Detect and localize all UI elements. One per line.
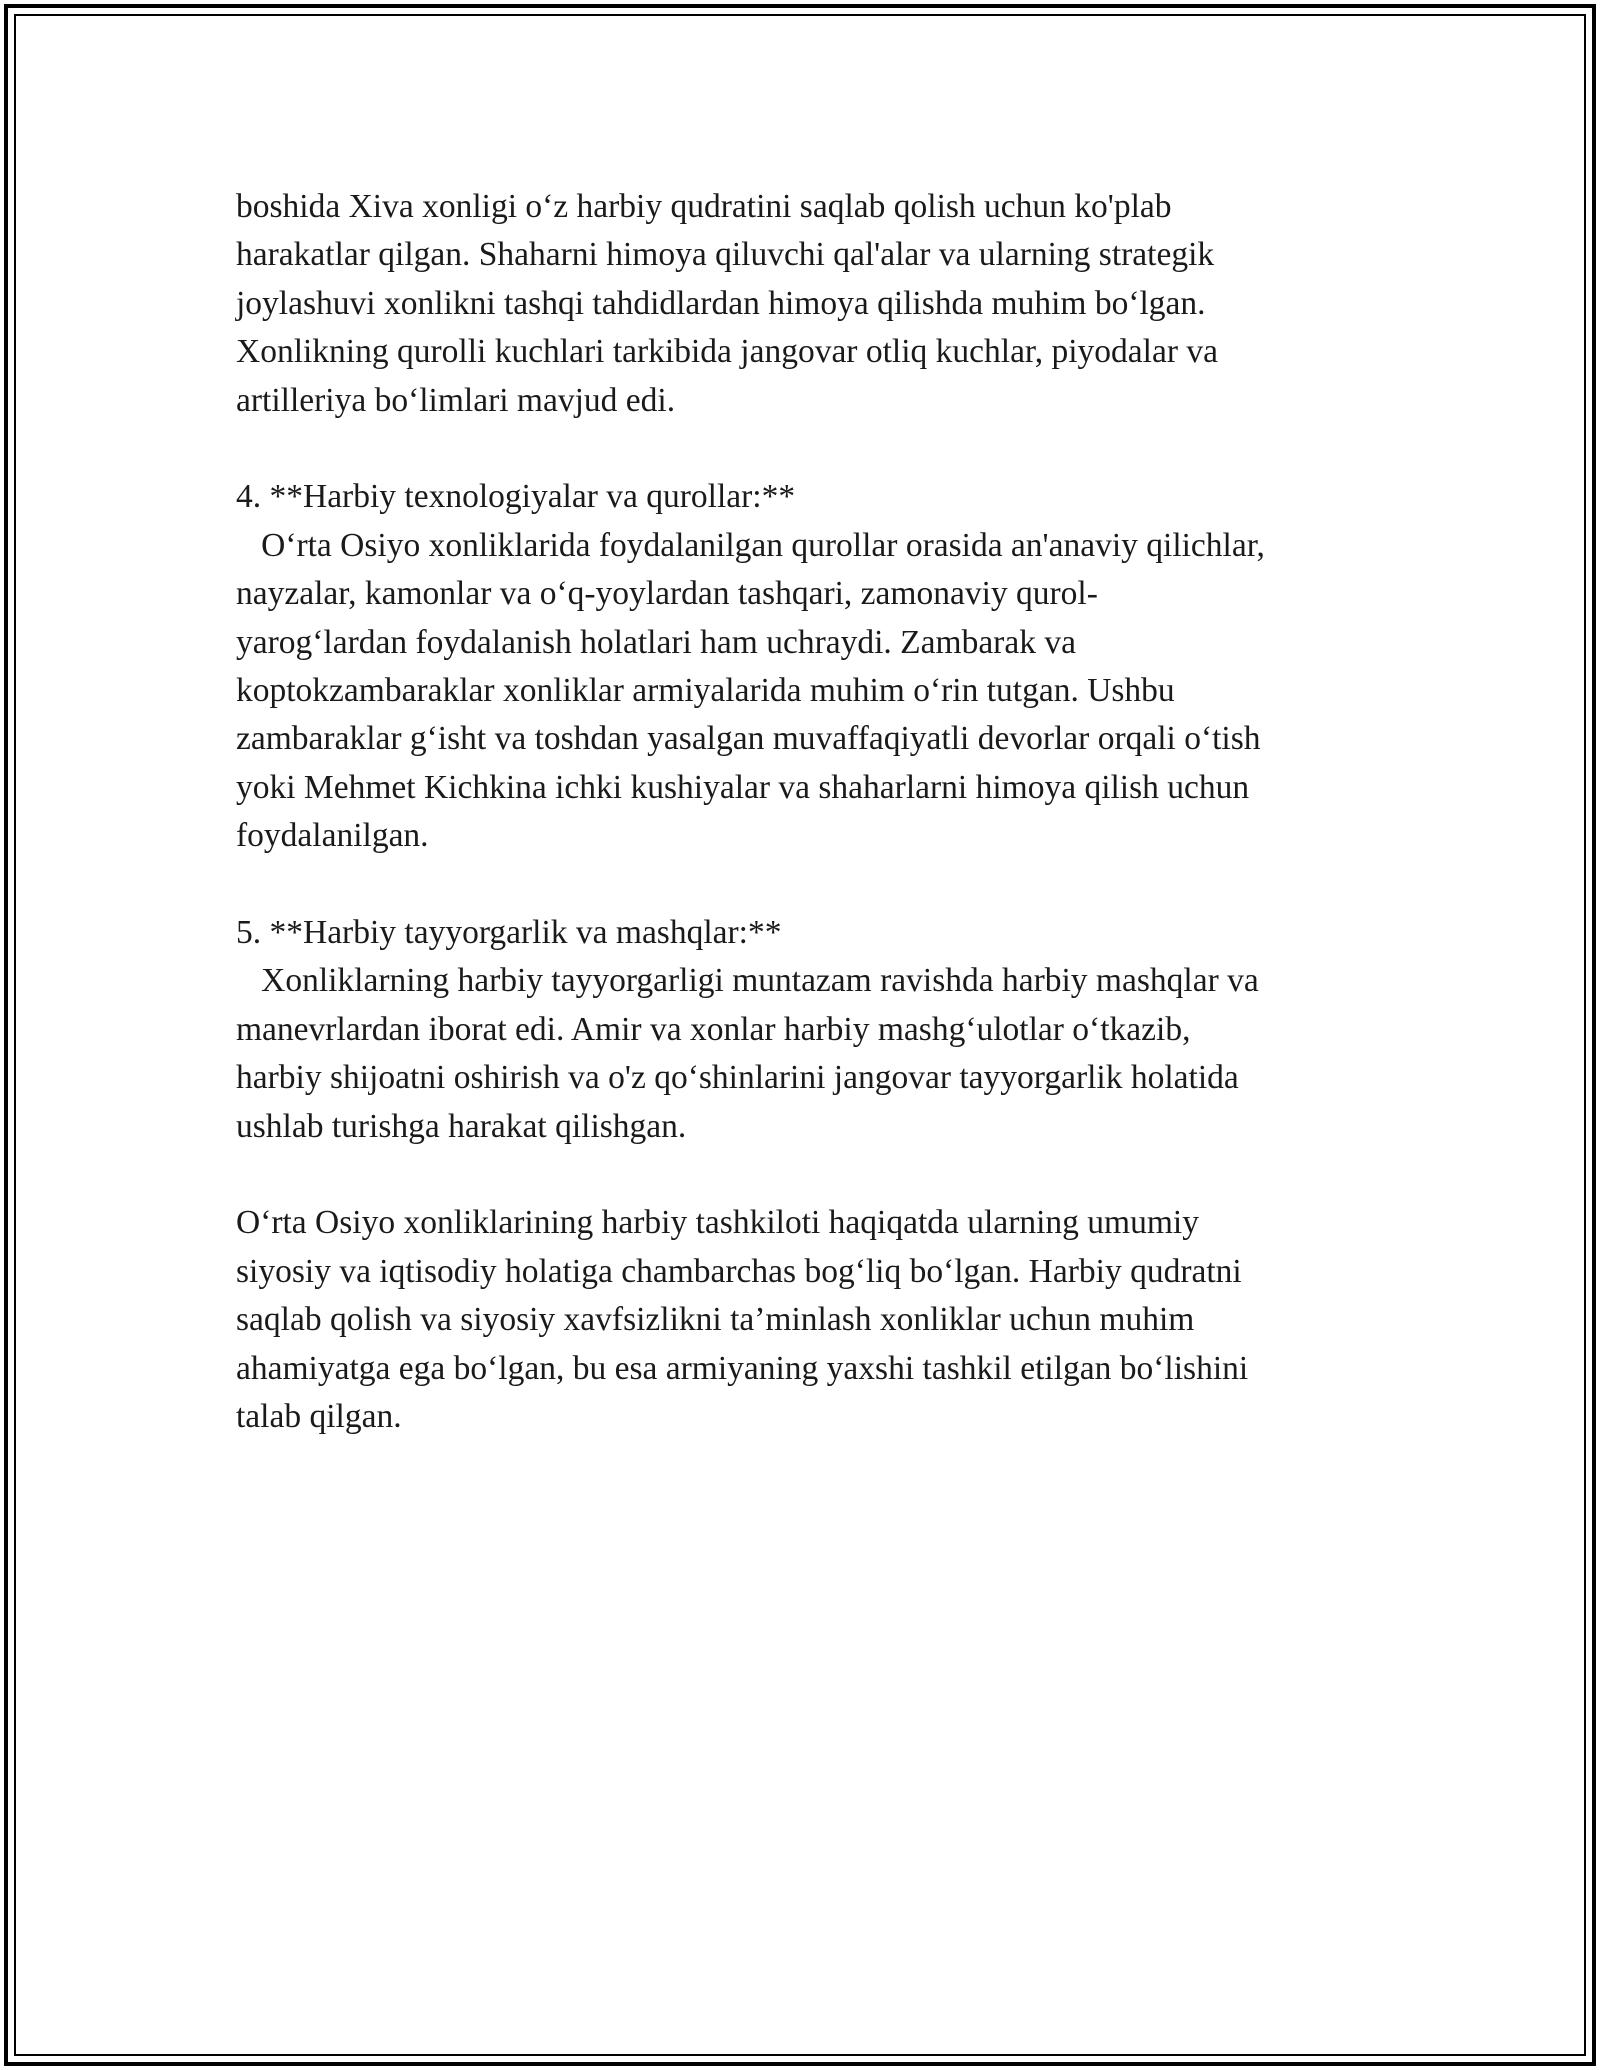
text-line: boshida Xiva xonligi o‘z harbiy qudratini saqlab qolish uchun ko'plab <box>236 188 1172 225</box>
paragraph-conclusion <box>236 1199 1386 1441</box>
text-line: artilleriya bo‘limlari mavjud edi. <box>236 381 676 419</box>
text-line: ushlab turishga harakat qilishgan. <box>236 1107 687 1145</box>
document-body <box>236 183 1386 1442</box>
text-line: O‘rta Osiyo xonliklarining harbiy tashkiloti haqiqatda ularning umumiy <box>236 1204 1199 1242</box>
section-heading: 5. **Harbiy tayyorgarlik va mashqlar:** <box>236 914 782 952</box>
text-line: zambaraklar g‘isht va toshdan yasalgan muvaffaqiyatli devorlar orqali o‘tish <box>236 720 1261 758</box>
text-line: O‘rta Osiyo xonliklarida foydalanilgan qurollar orasida an'anaviy qilichlar, <box>236 526 1265 564</box>
text-line: Xonliklarning harbiy tayyorgarligi muntazam ravishda harbiy mashqlar va <box>236 962 1259 1000</box>
text-line: harakatlar qilgan. Shaharni himoya qiluvchi qal'alar va ularning strategik <box>236 236 1215 274</box>
section-5 <box>236 909 1386 1151</box>
text-line: manevrlardan iborat edi. Amir va xonlar harbiy mashg‘ulotlar o‘tkazib, <box>236 1010 1191 1048</box>
section-heading: 4. **Harbiy texnologiyalar va qurollar:** <box>236 478 796 516</box>
text-line: saqlab qolish va siyosiy xavfsizlikni ta’minlash xonliklar uchun muhim <box>236 1301 1195 1339</box>
text-line: yarog‘lardan foydalanish holatlari ham uchraydi. Zambarak va <box>236 623 1076 661</box>
text-line: talab qilgan. <box>236 1398 402 1436</box>
paragraph-spacer <box>236 425 1386 473</box>
text-line: yoki Mehmet Kichkina ichki kushiyalar va shaharlarni himoya qilish uchun <box>236 768 1250 806</box>
paragraph-intro <box>236 183 1386 425</box>
text-line: nayzalar, kamonlar va o‘q-yoylardan tashqari, zamonaviy qurol- <box>236 575 1098 613</box>
text-line: foydalanilgan. <box>236 817 429 855</box>
paragraph-spacer <box>236 1151 1386 1199</box>
text-line: koptokzambaraklar xonliklar armiyalarida muhim o‘rin tutgan. Ushbu <box>236 672 1175 710</box>
text-line: ahamiyatga ega bo‘lgan, bu esa armiyaning yaxshi tashkil etilgan bo‘lishini <box>236 1349 1249 1387</box>
text-line: harbiy shijoatni oshirish va o'z qo‘shinlarini jangovar tayyorgarlik holatida <box>236 1059 1239 1097</box>
text-line: siyosiy va iqtisodiy holatiga chambarchas bog‘liq bo‘lgan. Harbiy qudratni <box>236 1252 1242 1290</box>
paragraph-spacer <box>236 861 1386 909</box>
text-line: joylashuvi xonlikni tashqi tahdidlardan himoya qilishda muhim bo‘lgan. <box>236 284 1206 322</box>
text-line: Xonlikning qurolli kuchlari tarkibida jangovar otliq kuchlar, piyodalar va <box>236 333 1219 371</box>
section-4 <box>236 473 1386 860</box>
